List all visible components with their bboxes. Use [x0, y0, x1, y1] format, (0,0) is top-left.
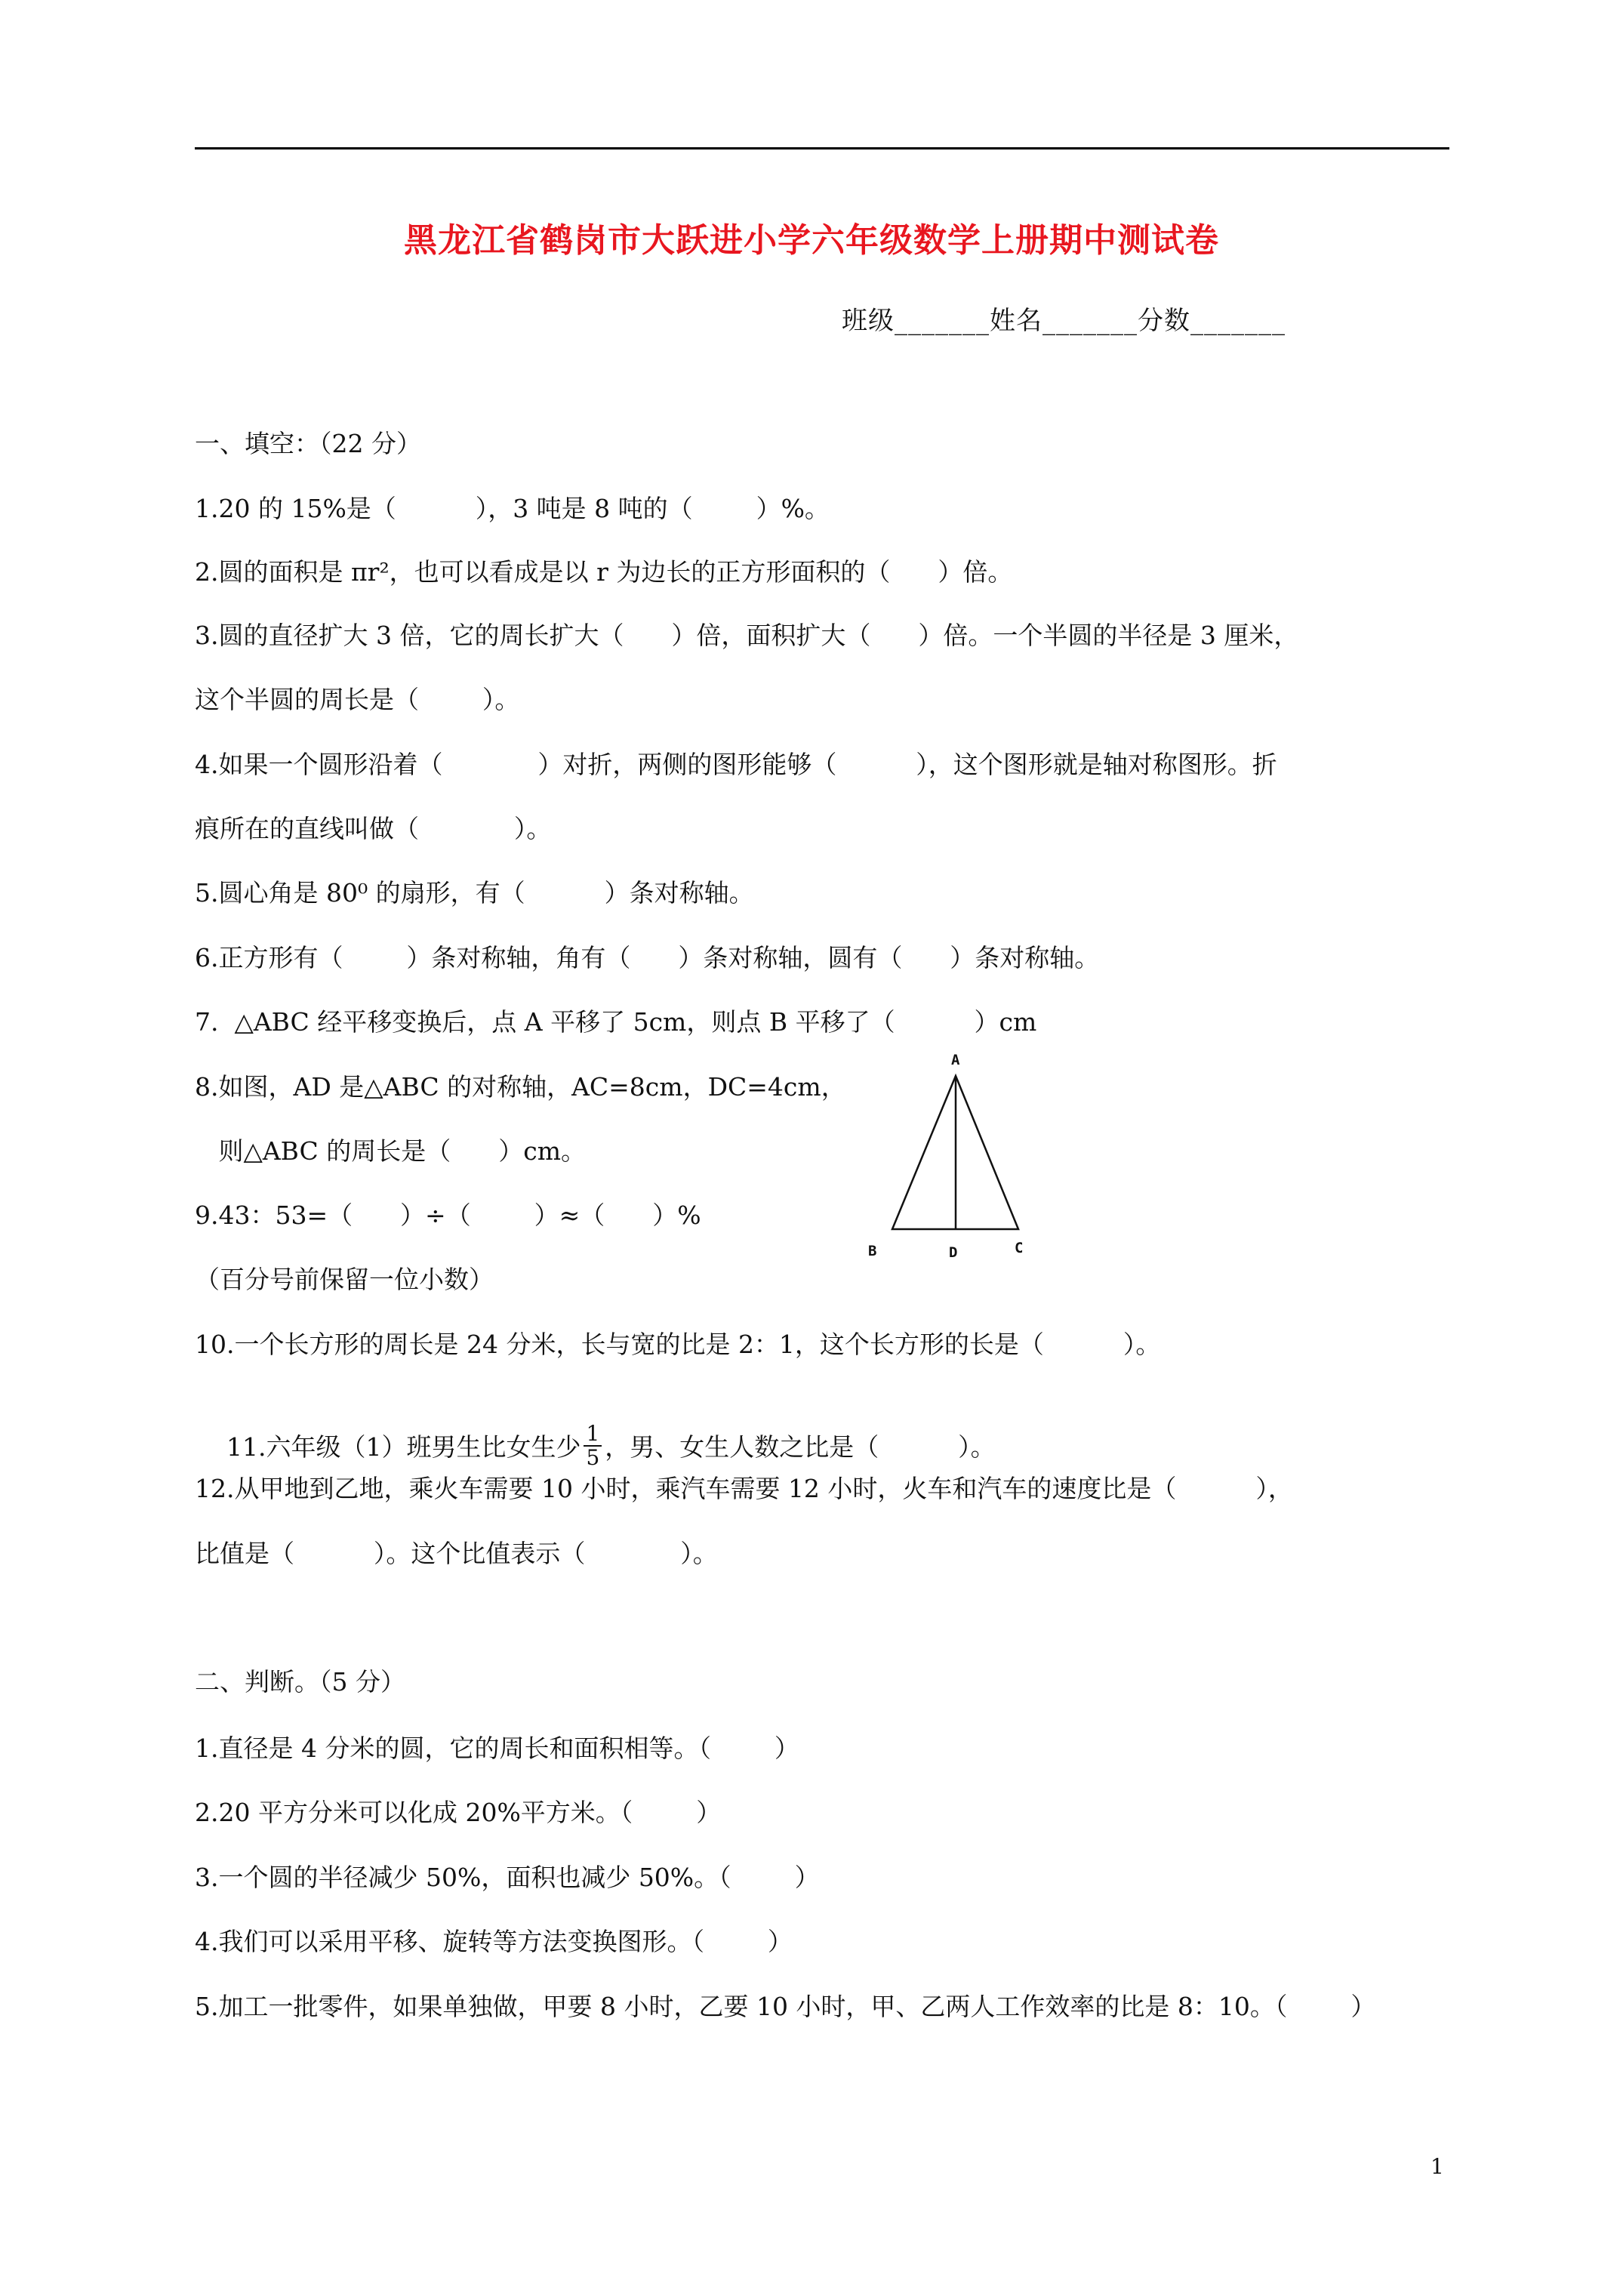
question-line: 这个半圆的周长是（ ）。: [195, 685, 520, 714]
question-line: 痕所在的直线叫做（ ）。: [195, 814, 552, 843]
section-heading: 二、判断。（5 分）: [195, 1667, 405, 1697]
fraction-denominator: 5: [586, 1445, 600, 1470]
page-number: 1: [1431, 2154, 1444, 2179]
question-line: 8.如图，AD 是△ABC 的对称轴，AC=8cm，DC=4cm，: [195, 1072, 846, 1102]
question-line: 4.如果一个圆形沿着（ ）对折，两侧的图形能够（ ），这个图形就是轴对称图形。折: [195, 750, 1277, 779]
point-label-d: D: [949, 1244, 958, 1261]
triangle-abc-figure: [853, 1046, 1042, 1265]
question-line: 9.43：53=（ ）÷（ ）≈（ ）%: [195, 1200, 701, 1230]
header-rule: [195, 147, 1449, 149]
page-title: 黑龙江省鹤岗市大跃进小学六年级数学上册期中测试卷: [404, 221, 1219, 260]
question-line: 12.从甲地到乙地，乘火车需要 10 小时，乘汽车需要 12 小时，火车和汽车的速度比是（ ），: [195, 1474, 1293, 1503]
judgment-line: 5.加工一批零件，如果单独做，甲要 8 小时，乙要 10 小时，甲、乙两人工作效率的比是 8：10。（ ）: [195, 1992, 1376, 2021]
question-line: 10.一个长方形的周长是 24 分米，长与宽的比是 2：1，这个长方形的长是（ ）。: [195, 1330, 1161, 1359]
fraction-numerator: 1: [584, 1422, 602, 1447]
vertex-label-a: A: [951, 1052, 960, 1068]
question-note: （百分号前保留一位小数）: [195, 1265, 494, 1294]
question-line: 2.圆的面积是 πr²，也可以看成是以 r 为边长的正方形面积的（ ）倍。: [195, 557, 1013, 587]
question-line: 则△ABC 的周长是（ ）cm。: [195, 1136, 586, 1166]
question-11-text-before: 11.六年级（1）班男生比女生少: [226, 1432, 581, 1462]
vertex-label-c: C: [1015, 1240, 1024, 1256]
fraction-one-fifth: [584, 1422, 602, 1469]
judgment-line: 1.直径是 4 分米的圆，它的周长和面积相等。（ ）: [195, 1734, 799, 1763]
question-line: 5.圆心角是 80⁰ 的扇形，有（ ）条对称轴。: [195, 878, 754, 908]
vertex-label-b: B: [868, 1243, 877, 1259]
judgment-line: 4.我们可以采用平移、旋转等方法变换图形。（ ）: [195, 1927, 793, 1956]
student-info-line: 班级_______姓名_______分数_______: [842, 306, 1286, 336]
question-line: 比值是（ ）。这个比值表示（ ）。: [195, 1539, 718, 1568]
judgment-line: 3.一个圆的半径减少 50%，面积也减少 50%。（ ）: [195, 1863, 820, 1892]
judgment-line: 2.20 平方分米可以化成 20%平方米。（ ）: [195, 1798, 722, 1827]
question-line: 6.正方形有（ ）条对称轴，角有（ ）条对称轴，圆有（ ）条对称轴。: [195, 943, 1100, 972]
question-line: 7. △ABC 经平移变换后，点 A 平移了 5cm，则点 B 平移了（ ）cm: [195, 1007, 1037, 1037]
section-heading: 一、填空：（22 分）: [195, 429, 421, 458]
question-line: 3.圆的直径扩大 3 倍，它的周长扩大（ ）倍，面积扩大（ ）倍。一个半圆的半径是 3 厘米，: [195, 621, 1299, 650]
question-11-text-after: ，男、女生人数之比是（ ）。: [605, 1432, 996, 1462]
question-line: 1.20 的 15%是（ ），3 吨是 8 吨的（ ）%。: [195, 494, 830, 523]
